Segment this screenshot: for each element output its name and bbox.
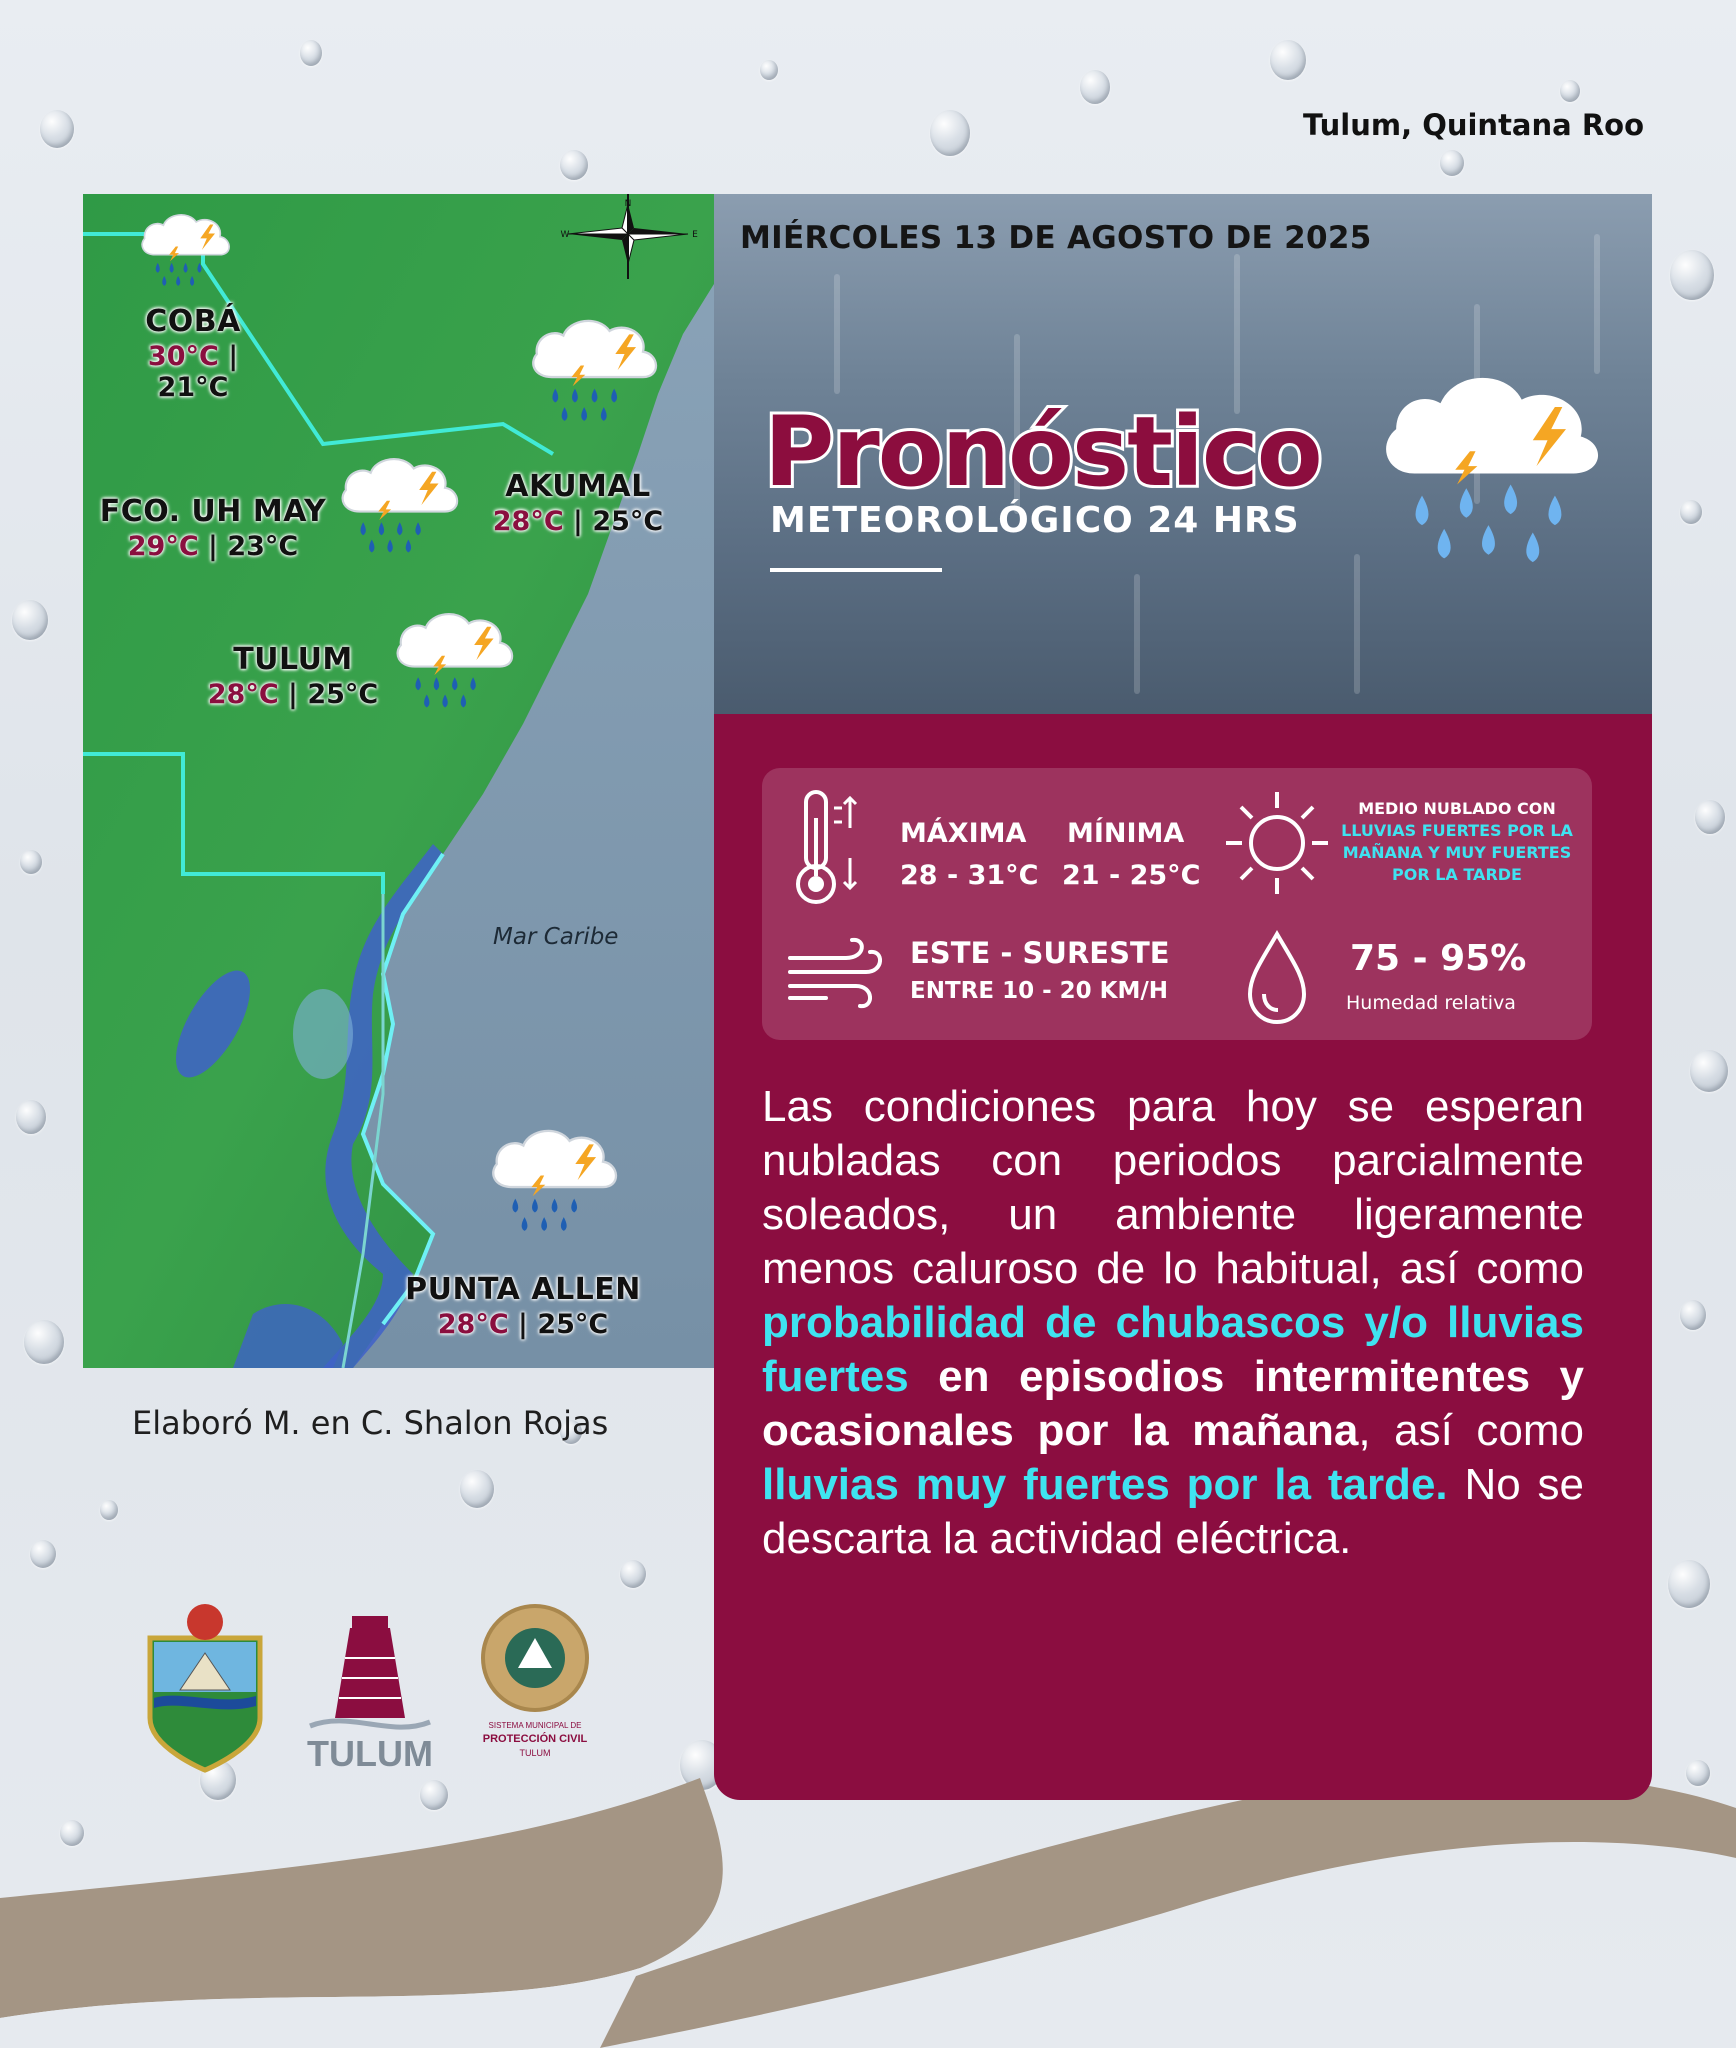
header-panel: [714, 194, 1652, 714]
forecast-panel: [714, 714, 1652, 1800]
svg-text:PROTECCIÓN CIVIL: PROTECCIÓN CIVIL: [482, 1733, 588, 1745]
location-label: Tulum, Quintana Roo: [1303, 108, 1644, 142]
date-label: MIÉRCOLES 13 DE AGOSTO DE 2025: [740, 220, 1372, 256]
title-underline: [770, 568, 942, 572]
cloud-rain-lightning-icon: [133, 204, 243, 294]
max-label: MÁXIMA: [900, 818, 1027, 849]
city-tulum: TULUM 28°C | 25°C: [207, 642, 379, 710]
min-label: MÍNIMA: [1067, 818, 1185, 849]
water-drop-icon: [1242, 928, 1312, 1028]
thermometer-icon: [790, 788, 860, 908]
forecast-map: [83, 194, 714, 1368]
forecast-description: Las condiciones para hoy se esperan nubladas con periodos parcialmente soleados, un ambiente ligeramente menos caluroso de lo habitual, así como probabilidad de chubascos y/o lluvias fuertes en episodios intermitentes y ocasionales por la mañana, así como lluvias muy fuertes por la tarde. No se descarta la actividad eléctrica.: [762, 1082, 1584, 1563]
conditions-box: [762, 768, 1592, 1040]
sky-condition: MEDIO NUBLADO CON LLUVIAS FUERTES POR LA MAÑANA Y MUY FUERTES POR LA TARDE: [1341, 799, 1573, 884]
sun-icon: [1222, 788, 1332, 898]
svg-text:SISTEMA MUNICIPAL DE: SISTEMA MUNICIPAL DE: [488, 1721, 582, 1730]
municipal-shield-logo: [140, 1598, 270, 1778]
svg-text:N: N: [624, 199, 632, 209]
city-coba: COBÁ 30°C | 21°C: [145, 304, 241, 403]
city-fco-uh-may: FCO. UH MAY 29°C | 23°C: [99, 494, 327, 562]
cloud-rain-lightning-icon: [388, 599, 528, 719]
tulum-logo: [290, 1598, 450, 1778]
cloud-rain-lightning-icon: [333, 444, 473, 564]
min-value: 21 - 25°C: [1062, 860, 1201, 891]
humidity-value: 75 - 95%: [1350, 938, 1527, 979]
wind-speed: ENTRE 10 - 20 KM/H: [910, 978, 1169, 1004]
humidity-label: Humedad relativa: [1346, 992, 1516, 1014]
cloud-rain-lightning-icon: [483, 1114, 633, 1244]
svg-text:TULUM: TULUM: [519, 1748, 551, 1758]
city-akumal: AKUMAL 28°C | 25°C: [492, 469, 664, 537]
svg-text:TULUM: TULUM: [307, 1733, 433, 1774]
svg-text:W: W: [560, 230, 570, 240]
page-title: Pronóstico: [764, 396, 1321, 508]
city-punta-allen: PUNTA ALLEN 28°C | 25°C: [405, 1272, 641, 1340]
page-subtitle: METEOROLÓGICO 24 HRS: [770, 500, 1300, 541]
credit-label: Elaboró M. en C. Shalon Rojas: [132, 1404, 609, 1442]
cloud-rain-lightning-icon: [523, 304, 673, 434]
max-value: 28 - 31°C: [900, 860, 1039, 891]
proteccion-civil-logo: [470, 1598, 600, 1778]
svg-text:E: E: [692, 230, 698, 240]
cloud-rain-lightning-icon: [1374, 354, 1614, 604]
wind-direction: ESTE - SURESTE: [910, 936, 1170, 970]
wind-icon: [786, 936, 886, 1016]
sea-label: Mar Caribe: [493, 924, 619, 950]
